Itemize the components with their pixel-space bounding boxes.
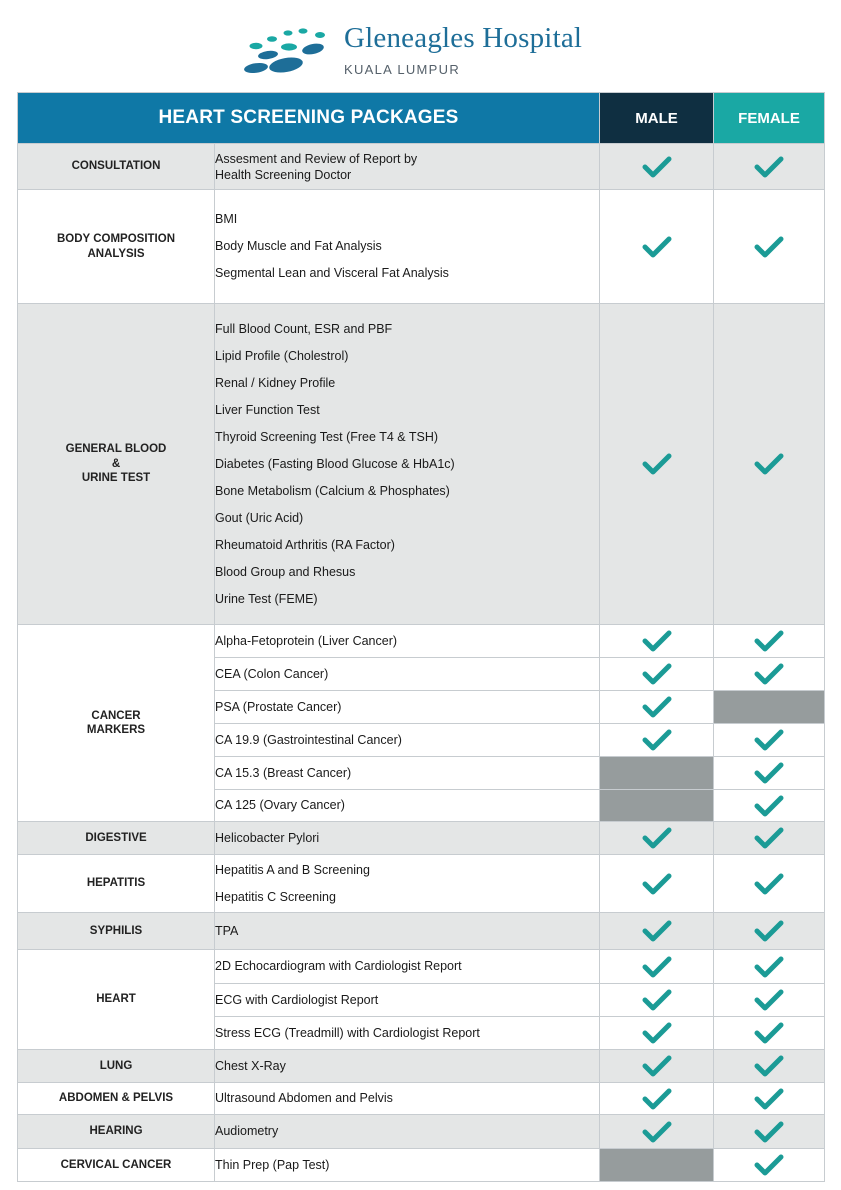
checkmark-icon [754, 794, 784, 818]
gleneagles-logo-icon [240, 26, 330, 76]
checkmark-icon [642, 235, 672, 259]
male-included-cell [600, 190, 714, 304]
test-items [215, 855, 600, 913]
male-included-cell [600, 984, 714, 1017]
female-included-cell [714, 984, 825, 1017]
female-included-cell [714, 1083, 825, 1115]
category-label: ABDOMEN & PELVIS [18, 1083, 215, 1115]
female-not-applicable-cell [714, 691, 825, 724]
checkmark-icon [642, 728, 672, 752]
test-item: Thin Prep (Pap Test) [215, 1157, 330, 1172]
table-row [18, 625, 825, 658]
category-label: BODY COMPOSITION ANALYSIS [18, 190, 215, 304]
female-column-header: FEMALE [714, 93, 825, 144]
test-item: 2D Echocardiogram with Cardiologist Report [215, 959, 462, 973]
checkmark-icon [642, 919, 672, 943]
checkmark-icon [754, 155, 784, 179]
female-included-cell [714, 855, 825, 913]
screening-packages-table [17, 92, 825, 1182]
checkmark-icon [754, 826, 784, 850]
test-item: Body Muscle and Fat Analysis [215, 239, 382, 253]
checkmark-icon [754, 872, 784, 896]
test-item: Audiometry [215, 1124, 279, 1138]
test-items [215, 950, 600, 984]
checkmark-icon [754, 919, 784, 943]
table-title: HEART SCREENING PACKAGES [18, 93, 600, 144]
test-items [215, 144, 600, 190]
checkmark-icon [754, 452, 784, 476]
male-included-cell [600, 1017, 714, 1050]
category-label: CANCER MARKERS [18, 625, 215, 822]
female-included-cell [714, 724, 825, 757]
checkmark-icon [642, 988, 672, 1012]
test-item: Urine Test (FEME) [215, 591, 318, 606]
male-included-cell [600, 691, 714, 724]
male-included-cell [600, 1050, 714, 1083]
male-included-cell [600, 1115, 714, 1149]
female-included-cell [714, 790, 825, 822]
checkmark-icon [754, 728, 784, 752]
female-included-cell [714, 304, 825, 625]
male-included-cell [600, 822, 714, 855]
test-items [215, 757, 600, 790]
test-items [215, 913, 600, 950]
table-row [18, 1115, 825, 1149]
checkmark-icon [642, 155, 672, 179]
checkmark-icon [754, 1021, 784, 1045]
male-not-applicable-cell [600, 790, 714, 822]
category-label: DIGESTIVE [18, 822, 215, 855]
table-row [18, 822, 825, 855]
test-item: Bone Metabolism (Calcium & Phosphates) [215, 483, 450, 498]
test-item: ECG with Cardiologist Report [215, 992, 379, 1007]
test-item: Helicobacter Pylori [215, 830, 320, 845]
test-item: Blood Group and Rhesus [215, 564, 356, 579]
male-column-header: MALE [600, 93, 714, 144]
checkmark-icon [642, 826, 672, 850]
female-included-cell [714, 913, 825, 950]
checkmark-icon [754, 629, 784, 653]
test-item: TPA [215, 923, 239, 938]
checkmark-icon [642, 629, 672, 653]
male-included-cell [600, 625, 714, 658]
test-item: Ultrasound Abdomen and Pelvis [215, 1091, 393, 1105]
test-item: Alpha-Fetoprotein (Liver Cancer) [215, 633, 398, 648]
checkmark-icon [754, 1087, 784, 1111]
test-item: Renal / Kidney Profile [215, 375, 336, 390]
male-included-cell [600, 1083, 714, 1115]
female-included-cell [714, 822, 825, 855]
test-item: Chest X-Ray [215, 1058, 286, 1073]
male-not-applicable-cell [600, 1149, 714, 1182]
checkmark-icon [754, 761, 784, 785]
test-items [215, 1083, 600, 1115]
female-included-cell [714, 190, 825, 304]
checkmark-icon [754, 1054, 784, 1078]
checkmark-icon [642, 695, 672, 719]
test-items [215, 1149, 600, 1182]
category-label: HEART [18, 950, 215, 1050]
checkmark-icon [642, 1087, 672, 1111]
checkmark-icon [642, 1021, 672, 1045]
test-items [215, 1050, 600, 1083]
test-items [215, 984, 600, 1017]
table-row [18, 1149, 825, 1182]
test-items [215, 691, 600, 724]
female-included-cell [714, 1149, 825, 1182]
test-item: Full Blood Count, ESR and PBF [215, 321, 393, 336]
male-included-cell [600, 950, 714, 984]
female-included-cell [714, 757, 825, 790]
test-item: Liver Function Test [215, 402, 320, 417]
test-item: Hepatitis C Screening [215, 889, 336, 904]
test-item: Assesment and Review of Report by Health Screening Doctor [215, 151, 418, 182]
male-included-cell [600, 144, 714, 190]
table-row [18, 304, 825, 625]
test-item: BMI [215, 212, 238, 226]
checkmark-icon [754, 662, 784, 686]
category-label: HEPATITIS [18, 855, 215, 913]
checkmark-icon [754, 955, 784, 979]
test-items [215, 304, 600, 625]
category-label: SYPHILIS [18, 913, 215, 950]
test-items [215, 1115, 600, 1149]
table-row [18, 855, 825, 913]
test-item: CA 125 (Ovary Cancer) [215, 798, 345, 812]
test-item: Lipid Profile (Cholestrol) [215, 348, 349, 363]
test-items [215, 1017, 600, 1050]
male-included-cell [600, 304, 714, 625]
hospital-name: Gleneagles Hospital [344, 22, 583, 54]
checkmark-icon [754, 1120, 784, 1144]
table-row [18, 913, 825, 950]
male-included-cell [600, 913, 714, 950]
checkmark-icon [642, 1120, 672, 1144]
test-item: CA 15.3 (Breast Cancer) [215, 765, 352, 780]
test-items [215, 822, 600, 855]
male-not-applicable-cell [600, 757, 714, 790]
hospital-logo [0, 0, 841, 92]
male-included-cell [600, 724, 714, 757]
checkmark-icon [642, 872, 672, 896]
category-label: CERVICAL CANCER [18, 1149, 215, 1182]
category-label: CONSULTATION [18, 144, 215, 190]
checkmark-icon [754, 988, 784, 1012]
test-item: Hepatitis A and B Screening [215, 862, 370, 877]
test-items [215, 790, 600, 822]
test-item: CEA (Colon Cancer) [215, 666, 329, 681]
table-row [18, 950, 825, 984]
female-included-cell [714, 1050, 825, 1083]
checkmark-icon [642, 452, 672, 476]
category-label: HEARING [18, 1115, 215, 1149]
checkmark-icon [754, 235, 784, 259]
table-row [18, 1050, 825, 1083]
test-item: Gout (Uric Acid) [215, 510, 304, 525]
test-item: Diabetes (Fasting Blood Glucose & HbA1c) [215, 456, 455, 471]
male-included-cell [600, 658, 714, 691]
table-row [18, 1083, 825, 1115]
test-item: PSA (Prostate Cancer) [215, 699, 342, 714]
hospital-location: KUALA LUMPUR [344, 62, 461, 77]
checkmark-icon [754, 1153, 784, 1177]
test-items [215, 190, 600, 304]
female-included-cell [714, 950, 825, 984]
test-item: Rheumatoid Arthritis (RA Factor) [215, 537, 395, 552]
test-item: Thyroid Screening Test (Free T4 & TSH) [215, 429, 439, 444]
test-items [215, 658, 600, 691]
category-label: LUNG [18, 1050, 215, 1083]
table-row [18, 190, 825, 304]
female-included-cell [714, 658, 825, 691]
table-row [18, 144, 825, 190]
test-items [215, 724, 600, 757]
female-included-cell [714, 144, 825, 190]
male-included-cell [600, 855, 714, 913]
female-included-cell [714, 1115, 825, 1149]
female-included-cell [714, 1017, 825, 1050]
checkmark-icon [642, 662, 672, 686]
checkmark-icon [642, 955, 672, 979]
test-item: Segmental Lean and Visceral Fat Analysis [215, 266, 449, 280]
checkmark-icon [642, 1054, 672, 1078]
test-items [215, 625, 600, 658]
test-item: CA 19.9 (Gastrointestinal Cancer) [215, 732, 402, 747]
category-label: GENERAL BLOOD & URINE TEST [18, 304, 215, 625]
female-included-cell [714, 625, 825, 658]
test-item: Stress ECG (Treadmill) with Cardiologist Report [215, 1025, 480, 1040]
